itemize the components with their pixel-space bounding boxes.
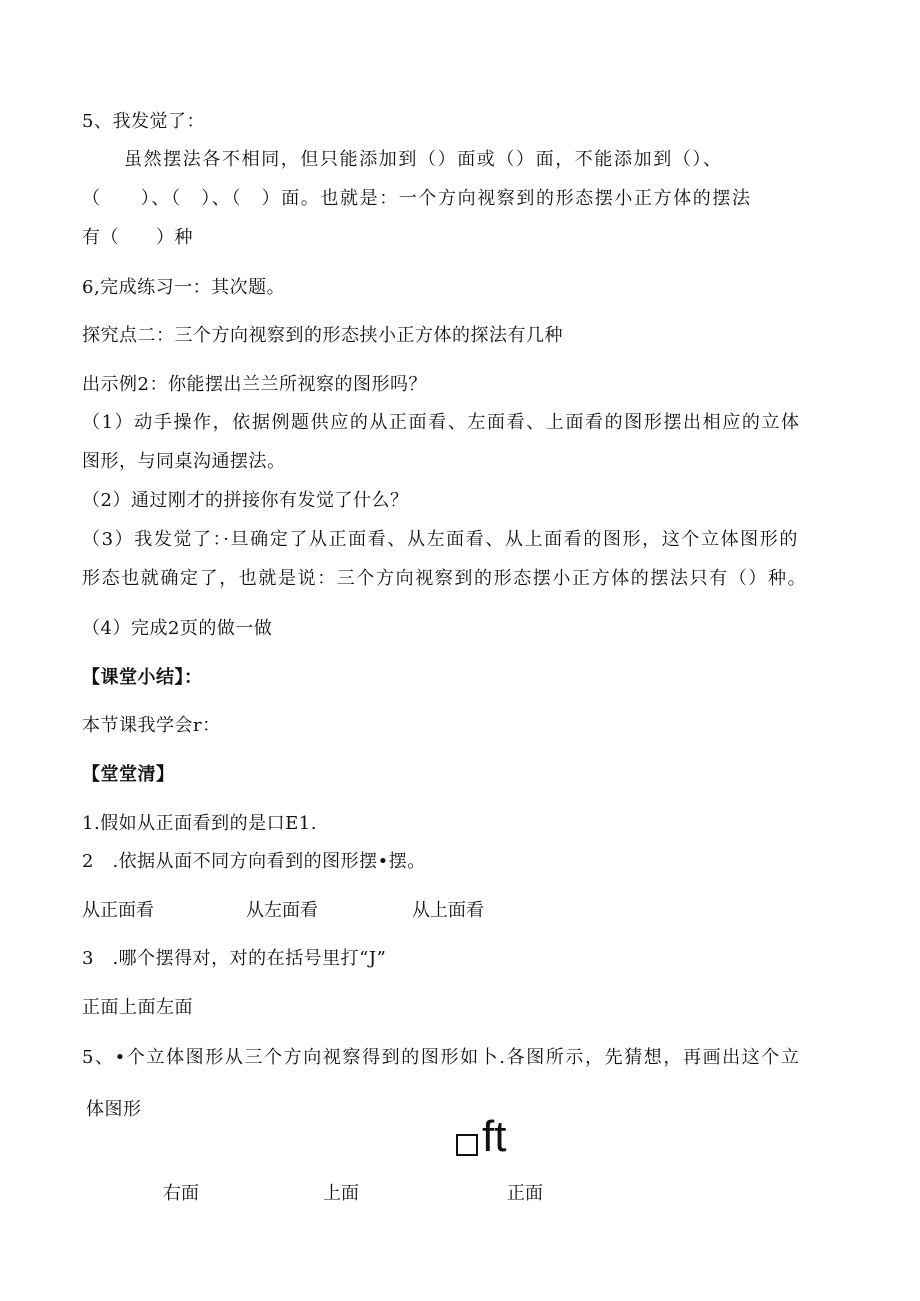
question-1: 1.假如从正面看到的是口E1. (82, 813, 317, 834)
bottom-label-front: 正面 (507, 1183, 543, 1204)
figure-glyph-text: ft (482, 1112, 507, 1161)
class-summary-text: 本节课我学会r： (82, 715, 221, 736)
question-3-view-labels: 正面上面左面 (82, 997, 193, 1018)
view-label-left: 从左面看 (246, 900, 318, 921)
bottom-label-top: 上面 (323, 1183, 359, 1204)
step-3-line-2: 形态也就确定了，也就是说：三个方向视察到的形态摆小正方体的摆法只有（）种。 (82, 568, 808, 589)
step-2-text: （2）通过刚才的拼接你有发觉了什么？ (82, 490, 409, 511)
bottom-label-right: 右面 (163, 1183, 199, 1204)
question-3: 3 .哪个摆得对，对的在括号里打“J” (82, 948, 387, 969)
item-6-text: 6,完成练习一：其次题。 (82, 277, 286, 298)
item-5-text-line-1: 虽然摆法各不相同，但只能添加到（）面或（）面，不能添加到（）、 (124, 149, 723, 170)
step-1-line-1: （1）动手操作，依据例题供应的从正面看、左面看、上面看的图形摆出相应的立体 (82, 412, 801, 433)
item-5-text-line-3: 有（ ）种 (82, 227, 193, 248)
example-2-prompt: 出示例2：你能摆出兰兰所视察的图形吗？ (82, 374, 427, 395)
step-4-text: （4）完成2页的做一做 (82, 618, 273, 639)
shape-figure (456, 1112, 506, 1162)
view-label-front: 从正面看 (82, 900, 154, 921)
view-label-top: 从上面看 (412, 900, 484, 921)
question-5-line-2: 体图形 (86, 1099, 142, 1120)
step-3-line-1: （3）我发觉了：·旦确定了从正面看、从左面看、从上面看的图形，这个立体图形的 (82, 529, 799, 550)
square-shape-icon (456, 1134, 478, 1156)
item-5-heading: 5、我发觉了： (82, 111, 205, 132)
question-2: 2 .依据从面不同方向看到的图形摆•摆。 (82, 851, 426, 872)
item-5-text-line-2: （ ）、（ ）、（ ）面。也就是：一个方向视察到的形态摆小正方体的摆法 (82, 188, 752, 209)
question-5-line-1: 5、•个立体图形从三个方向视察得到的图形如卜.各图所示，先猜想，再画出这个立 (82, 1047, 801, 1068)
class-check-heading: 【堂堂清】 (82, 764, 175, 785)
exploration-point-2-heading: 探究点二：三个方向视察到的形态挟小正方体的探法有几种 (82, 325, 563, 346)
step-1-line-2: 图形，与同桌沟通摆法。 (82, 451, 286, 472)
class-summary-heading: 【课堂小结】： (82, 667, 203, 688)
